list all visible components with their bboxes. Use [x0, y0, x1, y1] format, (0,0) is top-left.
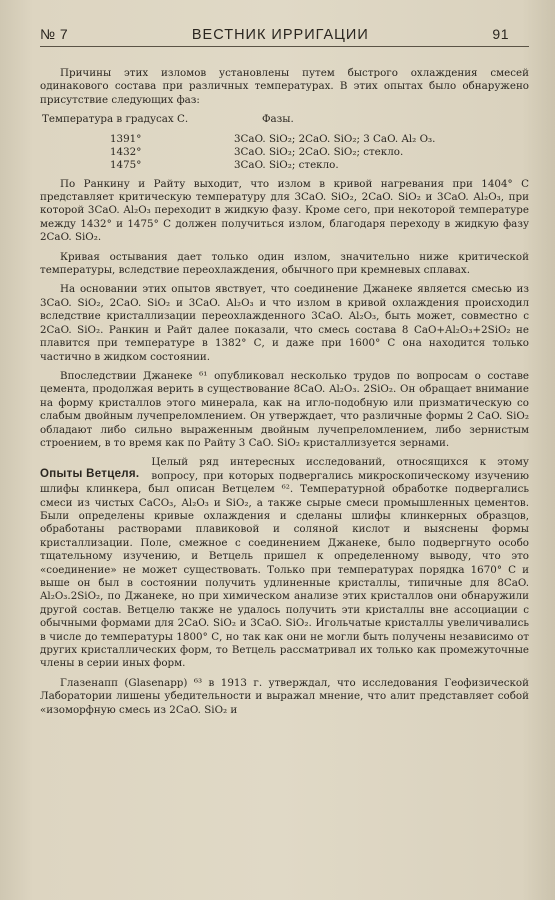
article-body	[40, 67, 529, 717]
paragraph: Впоследствии Джанеке ⁶¹ опубликовал несколько трудов по вопросам о составе цемента, продолжая верить в существование 8CaO. Al₂O₃. 2SiO₂. Он обращает внимание на форму кристаллов этого минерала, как на игло-подобную или призматическую со слабым двойным лучепреломлением. Он утверждает, что различные формы 2 CaO. SiO₂ обладают либо сильно выраженным двойным лучепреломлением, либо зернистым строением, в то время как по Райту 3 CaO. SiO₂ кристаллизуется зернами.	[40, 369, 529, 449]
phases-cell: 3CaO. SiO₂; 2CaO. SiO₂; стекло.	[234, 145, 404, 158]
phase-table-header	[40, 113, 529, 126]
page-number: 91	[492, 26, 509, 42]
section-paragraph	[40, 456, 529, 671]
phases-cell: 3CaO. SiO₂; стекло.	[234, 158, 339, 171]
issue-number: № 7	[40, 26, 69, 42]
phase-table	[40, 113, 529, 171]
column-header-temperature: Температура в градусах С.	[42, 113, 189, 126]
temperature-cell: 1432°	[110, 145, 142, 158]
phases-cell: 3CaO. SiO₂; 2CaO. SiO₂; 3 CaO. Al₂ O₃.	[234, 132, 436, 145]
paragraph: По Ранкину и Райту выходит, что излом в кривой нагревания при 1404° С представляет критическую температуру для 3CaO. SiO₂, 2CaO. SiO₂ и 3CaO. Al₂O₃, при которой 3CaO. Al₂O₃ переходит в жидкую фазу. Кроме сего, при некоторой температуре между 1432° и 1475° С должен получиться излом, благодаря переходу в жидкую фазу 2CaO. SiO₂.	[40, 177, 529, 244]
paragraph: Причины этих изломов установлены путем быстрого охлаждения смесей одинакового состава при различных температурах. В этих опытах было обнаружено присутствие следующих фаз:	[40, 67, 529, 106]
table-row	[40, 159, 529, 172]
temperature-cell: 1475°	[110, 158, 142, 171]
running-header	[40, 26, 529, 47]
paragraph: Кривая остывания дает только один излом, значительно ниже критической температуры, вследствие переохлаждения, обычного при кремневых сплавах.	[40, 250, 529, 277]
section-text: Целый ряд интересных исследований, относящихся к этому вопросу, при которых подвергались микроскопическому изучению шлифы клинкера, был описан Ветцелем ⁶². Температурной обработке подвергались смеси из чистых CaCO₃, Al₂O₃ и SiO₂, а также сырые смеси промышленных цементов. Были определены кривые охлаждения и сделаны шлифы клинкерных образцов, обработаны растворами плавиковой и соляной кислот и выяснены формы кристаллизации. Поле, смежное с соединением Джанеке, было подвергнуто особо тщательному изучению, и Ветцель пришел к определенному выводу, что это «соединение» не может существовать. Только при температурах порядка 1670° С и выше он был в состоянии получить удлиненные кристаллы, типичные для 8CaO. Al₂O₃.2SiO₂, по Джанеке, но при химическом анализе этих кристаллов они обнаружили другой состав. Ветцелю также не удалось получить эти кристаллы вне ассоциации с обычными формами для 2CaO. SiO₂ и 3CaO. SiO₂. Игольчатые кристаллы увеличивались в числе до температуры 1800° С, но так как они не могли быть получены независимо от других кристаллических форм, то Ветцель рассматривал их только как промежуточные члены в серии иных форм.	[40, 456, 529, 670]
paragraph: Глазенапп (Glasenapp) ⁶³ в 1913 г. утверждал, что исследования Геофизической Лаборатории лишены убедительности и выражал мнение, что алит представляет собой «изоморфную смесь из 2CaO. SiO₂ и	[40, 676, 529, 716]
paragraph: На основании этих опытов явствует, что соединение Джанеке является смесью из 3CaO. SiO₂, 2CaO. SiO₂ и 3CaO. Al₂O₃ и что излом в кривой охлаждения происходил вследствие кристаллизации переохлажденного 3CaO. Al₂O₃, быть может, совместно с 2CaO. SiO₂. Ранкин и Райт далее показали, что смесь состава 8 CaO+Al₂O₃+2SiO₂ не плавится при температуре в 1382° С, и даже при 1600° С она находится только частично в жидком состоянии.	[40, 283, 529, 363]
table-row	[40, 133, 529, 146]
section-heading: Опыты Ветцеля.	[40, 468, 140, 481]
temperature-cell: 1391°	[110, 132, 142, 145]
table-row	[40, 146, 529, 159]
journal-title: ВЕСТНИК ИРРИГАЦИИ	[191, 27, 369, 43]
column-header-phases: Фазы.	[262, 113, 294, 126]
